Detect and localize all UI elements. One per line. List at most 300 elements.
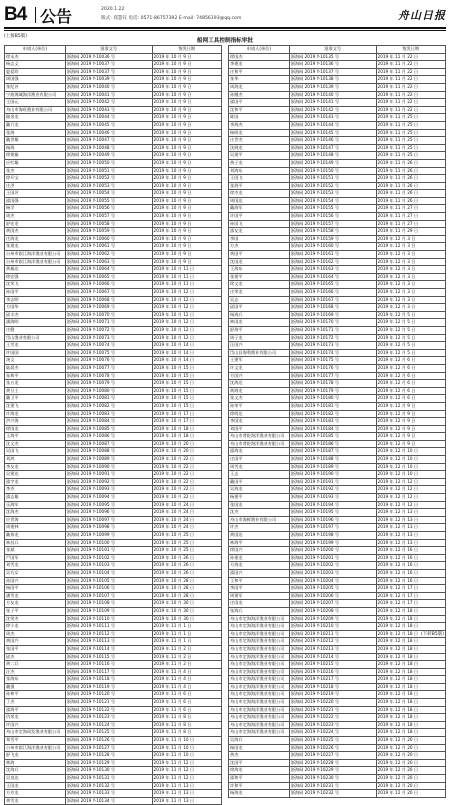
approval-no-cell: 浙海网 2019 Y-10073 号 [65,334,152,342]
table-row [229,197,446,205]
issue-date-cell: 2019 年 10 月 9 日 [152,144,221,152]
applicant-cell: 林昌兵 [5,539,66,547]
issue-date-cell: 2019 年 11 月 4 日 [152,683,221,691]
table-row [5,539,222,547]
applicant-cell: 舟山市普陀海洋渔业有限公司 [229,440,290,448]
applicant-cell: 李国 [229,235,290,243]
approval-no-cell: 浙海网 2019 Y-10067 号 [65,289,152,297]
approval-no-cell: 浙海网 2019 Y-10141 号 [289,99,376,107]
table-row [229,516,446,524]
table-row [229,524,446,532]
applicant-cell: 方杰 [229,243,290,251]
applicant-cell: 戴卫平 [5,395,66,403]
table-row [229,53,446,61]
table-row [229,304,446,312]
applicant-cell: 舟山市定海海洋渔业有限公司 [229,661,290,669]
issue-date-cell: 2019 年 10 月 25 日 [152,547,221,555]
approval-no-cell: 浙海网 2019 Y-10080 号 [65,387,152,395]
applicant-cell: 邵国兴 [229,569,290,577]
issue-date-cell: 2019 年 11 月 22 日 [376,99,445,107]
table-row [5,106,222,114]
approval-no-cell: 浙海网 2019 Y-10081 号 [65,395,152,403]
applicant-cell: 庄健 [5,326,66,334]
approval-no-cell: 浙海网 2019 Y-10220 号 [289,699,376,707]
applicant-cell: 庄世杰 [229,137,290,145]
approval-no-cell: 浙海网 2019 Y-10157 号 [289,220,376,228]
issue-date-cell: 2019 年 10 月 12 日 [152,319,221,327]
table-row [229,258,446,266]
table-row [229,653,446,661]
applicant-cell: 徐开宝 [5,175,66,183]
applicant-cell: 许国平 [229,213,290,221]
issue-date-cell: 2019 年 10 月 22 日 [152,471,221,479]
approval-no-cell: 浙海网 2019 Y-10154 号 [289,197,376,205]
applicant-cell: 黄海龙 [229,387,290,395]
issue-date-cell: 2019 年 12 月 18 日 [376,714,445,722]
issue-date-cell: 2019 年 10 月 9 日 [152,121,221,129]
table-row [229,699,446,707]
issue-date-cell: 2019 年 10 月 11 日 [152,281,221,289]
applicant-cell: 周杰 [5,630,66,638]
applicant-cell: 舟山市定海海洋渔业有限公司 [229,630,290,638]
applicant-cell: 严国军 [5,554,66,562]
issue-date-cell: 2019 年 12 月 13 日 [376,539,445,547]
masthead [4,4,446,26]
applicant-cell: 杨明龙 [229,129,290,137]
approval-no-cell: 浙海网 2019 Y-10210 号 [289,623,376,631]
applicant-cell: 张子平 [5,607,66,615]
table-row [5,661,222,669]
applicant-cell: 邱国平 [229,304,290,312]
applicant-cell: 沈晓龙 [229,144,290,152]
table-row [229,532,446,540]
issue-date-cell: 2019 年 10 月 15 日 [152,380,221,388]
table-row [229,425,446,433]
table-row [5,76,222,84]
issue-date-cell: 2019 年 10 月 28 日 [152,585,221,593]
issue-date-cell: 2019 年 10 月 9 日 [152,167,221,175]
approval-no-cell: 浙海网 2019 Y-10039 号 [65,76,152,84]
issue-date-cell: 2019 年 10 月 14 日 [152,349,221,357]
applicant-cell: 孙继杰 [229,91,290,99]
table-row [229,213,446,221]
issue-date-cell: 2019 年 12 月 3 日 [376,251,445,259]
approval-no-cell: 浙海网 2019 Y-10052 号 [65,175,152,183]
table-row [5,197,222,205]
approval-no-cell: 浙海网 2019 Y-10122 号 [65,706,152,714]
issue-date-cell: 2019 年 10 月 12 日 [152,311,221,319]
approval-no-cell: 浙海网 2019 Y-10153 号 [289,190,376,198]
approval-no-cell: 浙海网 2019 Y-10069 号 [65,304,152,312]
applicant-cell: 邵海平 [5,706,66,714]
applicant-cell: 庄国龙 [229,600,290,608]
section-title: 公告 [40,7,73,26]
applicant-cell: 沈文杰 [5,440,66,448]
applicant-cell: 邵国平 [229,99,290,107]
issue-date-cell: 2019 年 11 月 26 日 [376,190,445,198]
table-row [229,76,446,84]
applicant-cell: 许国国 [5,349,66,357]
approval-no-cell: 浙海网 2019 Y-10161 号 [289,251,376,259]
issue-date-cell: 2019 年 10 月 30 日 [152,615,221,623]
applicant-cell: 庄洪 [5,182,66,190]
applicant-cell: 张建龙 [5,243,66,251]
approval-no-cell: 浙海网 2019 Y-10046 号 [65,129,152,137]
continuation-note-top: (上接B5版) [4,34,27,39]
table-row [5,311,222,319]
table-row [229,600,446,608]
issue-date-cell: 2019 年 11 月 29 日 [376,228,445,236]
approval-no-cell: 浙海网 2019 Y-10138 号 [289,76,376,84]
applicant-cell: 方海龙 [229,562,290,570]
approval-no-cell: 浙海网 2019 Y-10051 号 [65,167,152,175]
applicant-cell: 舟山市定海海洋渔业有限公司 [229,729,290,737]
applicant-cell: 乐海军 [5,501,66,509]
applicant-cell: 许和平 [229,782,290,790]
issue-date-cell: 2019 年 10 月 24 日 [152,524,221,532]
approval-no-cell: 浙海网 2019 Y-10108 号 [65,600,152,608]
applicant-cell: 岱山县海利渔业有限公司 [229,349,290,357]
applicant-cell: 李友龙 [5,463,66,471]
issue-date-cell: 2019 年 12 月 6 日 [376,372,445,380]
issue-date-cell: 2019 年 10 月 22 日 [152,486,221,494]
issue-date-cell: 2019 年 11 月 6 日 [152,691,221,699]
issue-date-cell: 2019 年 10 月 9 日 [152,129,221,137]
table-row [229,243,446,251]
table-row [5,228,222,236]
issue-date-cell: 2019 年 12 月 13 日 [376,509,445,517]
approval-no-cell: 浙海网 2019 Y-10178 号 [289,380,376,388]
approval-no-cell: 浙海网 2019 Y-10094 号 [65,494,152,502]
applicant-cell: 舟山市定海海洋渔业有限公司 [229,714,290,722]
table-row [229,501,446,509]
applicant-cell: 沈荣飞 [5,281,66,289]
table-row [5,220,222,228]
issue-date-cell: 2019 年 10 月 11 日 [152,273,221,281]
table-row [229,144,446,152]
approval-no-cell: 浙海网 2019 Y-10215 号 [289,661,376,669]
applicant-cell: 周国达 [229,197,290,205]
issue-date-cell: 2019 年 12 月 18 日 [376,668,445,676]
issue-date-cell: 2019 年 12 月 18 日 [376,638,445,646]
issue-date-cell: 2019 年 10 月 9 日 [152,159,221,167]
issue-date-cell: 2019 年 10 月 30 日 [152,600,221,608]
approval-no-cell: 浙海网 2019 Y-10111 号 [65,623,152,631]
table-row [5,729,222,737]
table-row [229,623,446,631]
table-row [5,478,222,486]
table-row [5,676,222,684]
issue-date-cell: 2019 年 12 月 12 日 [376,478,445,486]
applicant-cell: 王和平 [229,577,290,585]
approval-no-cell: 浙海网 2019 Y-10116 号 [65,661,152,669]
table-row [5,83,222,91]
applicant-cell: 舟山市定海海洋渔业有限公司 [229,676,290,684]
table-row [229,759,446,767]
issue-date-cell: 2019 年 12 月 3 日 [376,273,445,281]
table-row [5,494,222,502]
table-row [5,706,222,714]
issue-date-cell: 2019 年 12 月 18 日 [376,676,445,684]
table-row [5,289,222,297]
applicant-cell: 沈海达 [229,380,290,388]
issue-date-cell: 2019 年 12 月 3 日 [376,266,445,274]
table-row [5,61,222,69]
table-row [229,410,446,418]
table-row [229,319,446,327]
table-row [5,129,222,137]
issue-date-cell: 2019 年 11 月 8 日 [152,729,221,737]
applicant-cell: 顾金龙 [5,114,66,122]
applicant-cell: 王国元 [5,99,66,107]
table-row [5,486,222,494]
table-row [229,615,446,623]
issue-date-cell: 2019 年 12 月 18 日 [376,699,445,707]
issue-date-cell: 2019 年 10 月 9 日 [152,137,221,145]
table-row [229,273,446,281]
issue-date-cell: 2019 年 10 月 9 日 [152,220,221,228]
issue-date-cell: 2019 年 11 月 12 日 [152,775,221,783]
issue-date-cell: 2019 年 11 月 4 日 [152,668,221,676]
issue-date-cell: 2019 年 12 月 18 日 [376,653,445,661]
issue-date-cell: 2019 年 12 月 12 日 [376,501,445,509]
issue-date-cell: 2019 年 12 月 9 日 [376,440,445,448]
issue-date-cell: 2019 年 11 月 27 日 [376,220,445,228]
approval-no-cell: 浙海网 2019 Y-10092 号 [65,478,152,486]
approval-no-cell: 浙海网 2019 Y-10077 号 [65,364,152,372]
header-approval-no: 批准文号 [289,46,376,54]
approval-no-cell: 浙海网 2019 Y-10104 号 [65,569,152,577]
approval-no-cell: 浙海网 2019 Y-10152 号 [289,182,376,190]
header-issue-date: 签发日期 [376,46,445,54]
table-row [5,152,222,160]
approval-no-cell: 浙海网 2019 Y-10112 号 [65,630,152,638]
approval-no-cell: 浙海网 2019 Y-10100 号 [65,539,152,547]
table-row [5,600,222,608]
issue-date-cell: 2019 年 10 月 9 日 [152,190,221,198]
applicant-cell: 邵友龙 [229,228,290,236]
applicant-cell: 陆晨杰 [5,364,66,372]
approval-no-cell: 浙海网 2019 Y-10200 号 [289,547,376,555]
applicant-cell: 汪杰 [5,668,66,676]
table-row [229,456,446,464]
applicant-cell: 杨建平 [229,494,290,502]
applicant-cell: 台州市银江海洋渔业有限公司 [5,744,66,752]
approval-no-cell: 浙海网 2019 Y-10058 号 [65,220,152,228]
issue-date-cell: 2019 年 11 月 10 日 [152,752,221,760]
issue-date-cell: 2019 年 10 月 22 日 [152,456,221,464]
approval-no-cell: 浙海网 2019 Y-10189 号 [289,463,376,471]
approval-no-cell: 浙海网 2019 Y-10130 号 [65,767,152,775]
approval-no-cell: 浙海网 2019 Y-10079 号 [65,380,152,388]
issue-date-cell: 2019 年 12 月 18 日 [376,645,445,653]
applicant-cell: 林海 [5,759,66,767]
table-row [5,273,222,281]
table-row [229,91,446,99]
applicant-cell: 张斌 [5,547,66,555]
header-applicant: 申请人(单位) [229,46,290,54]
table-row [5,585,222,593]
issue-date-cell: 2019 年 11 月 4 日 [152,676,221,684]
approval-no-cell: 浙海网 2019 Y-10119 号 [65,683,152,691]
applicant-cell: 林国龙 [229,319,290,327]
applicant-cell: 黄雪龙 [5,797,66,805]
table-row [229,68,446,76]
approval-no-cell: 浙海网 2019 Y-10085 号 [65,425,152,433]
applicant-cell: 孙国平 [5,289,66,297]
issue-date-cell: 2019 年 10 月 30 日 [152,607,221,615]
table-row [5,440,222,448]
issue-date-cell: 2019 年 12 月 17 日 [376,592,445,600]
table-row [229,683,446,691]
table-row [5,630,222,638]
applicant-cell: 潘雪龙 [5,592,66,600]
approval-no-cell: 浙海网 2019 Y-10162 号 [289,258,376,266]
approval-no-cell: 浙海网 2019 Y-10203 号 [289,569,376,577]
approval-no-cell: 浙海网 2019 Y-10207 号 [289,600,376,608]
approval-no-cell: 浙海网 2019 Y-10126 号 [65,737,152,745]
issue-date-cell: 2019 年 12 月 18 日 [376,661,445,669]
approval-no-cell: 浙海网 2019 Y-10226 号 [289,744,376,752]
issue-date-cell: 2019 年 10 月 20 日 [152,440,221,448]
applicant-cell: 吴海龙 [229,486,290,494]
issue-date-cell: 2019 年 11 月 10 日 [152,737,221,745]
table-row [5,121,222,129]
approval-no-cell: 浙海网 2019 Y-10223 号 [289,721,376,729]
issue-date-cell: 2019 年 12 月 9 日 [376,433,445,441]
approval-no-cell: 浙海网 2019 Y-10057 号 [65,213,152,221]
approval-no-cell: 浙海网 2019 Y-10129 号 [65,759,152,767]
applicant-cell: 应红雄 [5,159,66,167]
approval-no-cell: 浙海网 2019 Y-10078 号 [65,372,152,380]
header-rule-thick [4,27,446,29]
table-row [229,486,446,494]
table-header-row [5,46,222,54]
issue-date-cell: 2019 年 12 月 12 日 [376,486,445,494]
table-row [5,296,222,304]
approval-no-cell: 浙海网 2019 Y-10037 号 [65,68,152,76]
table-row [229,296,446,304]
table-row [5,577,222,585]
table-row [5,342,222,350]
issue-date-cell: 2019 年 11 月 22 日 [376,76,445,84]
applicant-cell: 沈荣杰 [5,615,66,623]
approval-no-cell: 浙海网 2019 Y-10061 号 [65,243,152,251]
approval-no-cell: 浙海网 2019 Y-10185 号 [289,433,376,441]
approval-no-cell: 浙海网 2019 Y-10170 号 [289,319,376,327]
issue-date-cell: 2019 年 10 月 9 日 [152,235,221,243]
issue-date-cell: 2019 年 11 月 22 日 [376,61,445,69]
approval-no-cell: 浙海网 2019 Y-10186 号 [289,440,376,448]
approval-no-cell: 浙海网 2019 Y-10174 号 [289,349,376,357]
approval-no-cell: 浙海网 2019 Y-10227 号 [289,752,376,760]
approval-no-cell: 浙海网 2019 Y-10184 号 [289,425,376,433]
issue-date-cell: 2019 年 11 月 22 日 [376,83,445,91]
approval-no-cell: 浙海网 2019 Y-10041 号 [65,91,152,99]
approval-no-cell: 浙海网 2019 Y-10109 号 [65,607,152,615]
table-row [5,645,222,653]
issue-date-cell: 2019 年 12 月 18 日 [376,706,445,714]
approval-no-cell: 浙海网 2019 Y-10142 号 [289,106,376,114]
approval-no-cell: 浙海网 2019 Y-10163 号 [289,266,376,274]
table-row [229,638,446,646]
approval-no-cell: 浙海网 2019 Y-10056 号 [65,205,152,213]
issue-date-cell: 2019 年 11 月 25 日 [376,121,445,129]
issue-date-cell: 2019 年 12 月 9 日 [376,418,445,426]
table-row [229,106,446,114]
table-row [5,592,222,600]
table-row [229,478,446,486]
approval-no-cell: 浙海网 2019 Y-10164 号 [289,273,376,281]
issue-date-cell: 2019 年 11 月 13 日 [152,790,221,798]
table-row [5,524,222,532]
approval-no-cell: 浙海网 2019 Y-10105 号 [65,577,152,585]
applicant-cell: 黄子龙 [229,159,290,167]
table-row [5,456,222,464]
approval-no-cell: 浙海网 2019 Y-10148 号 [289,152,376,160]
approval-no-cell: 浙海网 2019 Y-10101 号 [65,547,152,555]
table-row [5,554,222,562]
table-row [229,494,446,502]
approval-no-cell: 浙海网 2019 Y-10166 号 [289,289,376,297]
approval-no-cell: 浙海网 2019 Y-10165 号 [289,281,376,289]
table-row [5,190,222,198]
issue-date-cell: 2019 年 12 月 16 日 [376,554,445,562]
issue-date-cell: 2019 年 12 月 3 日 [376,304,445,312]
applicant-cell: 戴国平 [229,478,290,486]
table-row [229,266,446,274]
applicant-cell: 徐国龙 [5,425,66,433]
approval-no-cell: 浙海网 2019 Y-10082 号 [65,402,152,410]
approval-no-cell: 浙海网 2019 Y-10042 号 [65,99,152,107]
applicant-cell: 邵海龙 [229,448,290,456]
table-row [5,304,222,312]
applicant-cell: 沈海兵 [5,767,66,775]
issue-date-cell: 2019 年 12 月 18 日 [376,691,445,699]
issue-date-cell: 2019 年 10 月 9 日 [152,53,221,61]
table-row [5,569,222,577]
table-row [229,562,446,570]
approval-no-cell: 浙海网 2019 Y-10171 号 [289,326,376,334]
applicant-cell: 吴志 [229,296,290,304]
approval-no-cell: 浙海网 2019 Y-10219 号 [289,691,376,699]
table-row [5,782,222,790]
approval-no-cell: 浙海网 2019 Y-10043 号 [65,106,152,114]
table-row [5,471,222,479]
approval-no-cell: 浙海网 2019 Y-10084 号 [65,418,152,426]
issue-date-cell: 2019 年 11 月 2 日 [152,653,221,661]
header-applicant: 申请人(单位) [5,46,66,54]
table-row [5,775,222,783]
approval-no-cell: 浙海网 2019 Y-10040 号 [65,83,152,91]
issue-date-cell: 2019 年 10 月 12 日 [152,304,221,312]
issue-date-cell: 2019 年 10 月 24 日 [152,501,221,509]
table-row [229,471,446,479]
applicant-cell: 徐宏强 [5,273,66,281]
approval-no-cell: 浙海网 2019 Y-10055 号 [65,197,152,205]
table-row [5,410,222,418]
applicant-cell: 杨国平 [5,585,66,593]
table-row [229,334,446,342]
applicant-cell: 许文龙 [229,364,290,372]
issue-date-cell: 2019 年 10 月 9 日 [152,91,221,99]
approval-no-cell: 浙海网 2019 Y-10115 号 [65,653,152,661]
table-row [5,395,222,403]
approval-no-cell: 浙海网 2019 Y-10143 号 [289,114,376,122]
applicant-cell: 邵和平 [229,775,290,783]
table-row [229,744,446,752]
applicant-cell: 周子龙 [229,334,290,342]
